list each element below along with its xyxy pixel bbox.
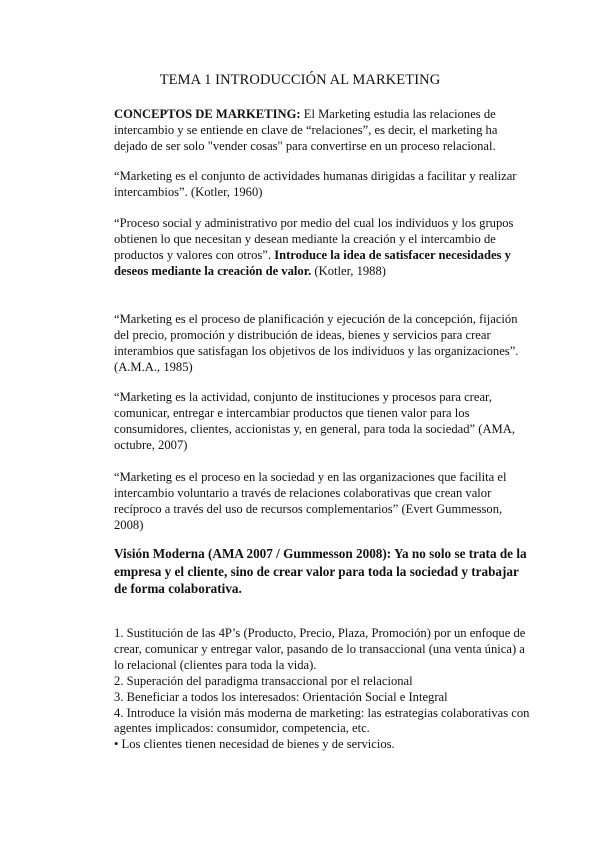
modern-vision-heading [114, 545, 534, 598]
definition-text: “Marketing es el conjunto de actividades humanas dirigidas a facilitar y realizar intercambios”. (Kotler, 1960) [114, 169, 517, 199]
page-title: TEMA 1 INTRODUCCIÓN AL MARKETING [159, 72, 441, 88]
definition-text: “Proceso social y administrativo por medio del cual los individuos y los grupos obtienen lo que necesitan y desean mediante la creación y el intercambio de productos y valores con otros”. [114, 216, 514, 262]
definition-ama-1985 [114, 311, 534, 375]
modern-vision-text: Visión Moderna (AMA 2007 / Gummesson 2008): Ya no solo se trata de la empresa y el cliente, sino de crear valor para toda la sociedad y trabajar de forma colaborativa. [114, 546, 527, 596]
definition-text: “Marketing es el proceso de planificación y ejecución de la concepción, fijación del precio, promoción y distribución de ideas, bienes y servicios para crear interambios que satisfagan los objetivos de los individuos y las organizaciones”. (A.M.A., 1985) [114, 312, 519, 374]
intro-paragraph [114, 106, 534, 154]
intro-text: El Marketing estudia las relaciones de intercambio y se entiende en clave de “relaciones”, es decir, el marketing ha dejado de ser solo "vender cosas" para convertirse en un proceso relacional. [114, 107, 498, 153]
list-item: 3. Beneficiar a todos los interesados: Orientación Social e Integral [114, 689, 448, 704]
definition-text: “Marketing es el proceso en la sociedad y en las organizaciones que facilita el intercambio voluntario a través de relaciones colaborativas que crean valor recíproco a través del uso de recursos complementarios” (Evert Gummesson, 2008) [114, 470, 507, 532]
key-points-list [114, 626, 534, 753]
list-item: 4. Introduce la visión más moderna de marketing: las estrategias colaborativas con agentes implicados: consumidor, competencia, etc. [114, 705, 530, 736]
definition-ama-2007 [114, 389, 534, 453]
definition-kotler-1988 [114, 215, 534, 279]
definition-text: “Marketing es la actividad, conjunto de instituciones y procesos para crear, comunicar, entregar e intercambiar productos que tienen valor para los consumidores, clientes, accionistas y, en general, para toda la sociedad” (AMA, octubre, 2007) [114, 390, 515, 452]
intro-label: CONCEPTOS DE MARKETING: [114, 107, 301, 121]
definition-highlight: Introduce la idea de satisfacer necesidades y deseos mediante la creación de valor. [114, 248, 511, 278]
list-item: 1. Sustitución de las 4P’s (Producto, Precio, Plaza, Promoción) por un enfoque de crear, comunicar y entregar valor, pasando de lo transaccional (una venta única) a lo relacional (clientes para toda la vida). [114, 626, 526, 672]
definition-citation: (Kotler, 1988) [311, 264, 386, 278]
list-item: • Los clientes tienen necesidad de bienes y de servicios. [114, 737, 395, 752]
definition-kotler-1960 [114, 168, 534, 200]
list-item: 2. Superación del paradigma transaccional por el relacional [114, 673, 413, 688]
definition-gummesson-2008 [114, 469, 534, 533]
